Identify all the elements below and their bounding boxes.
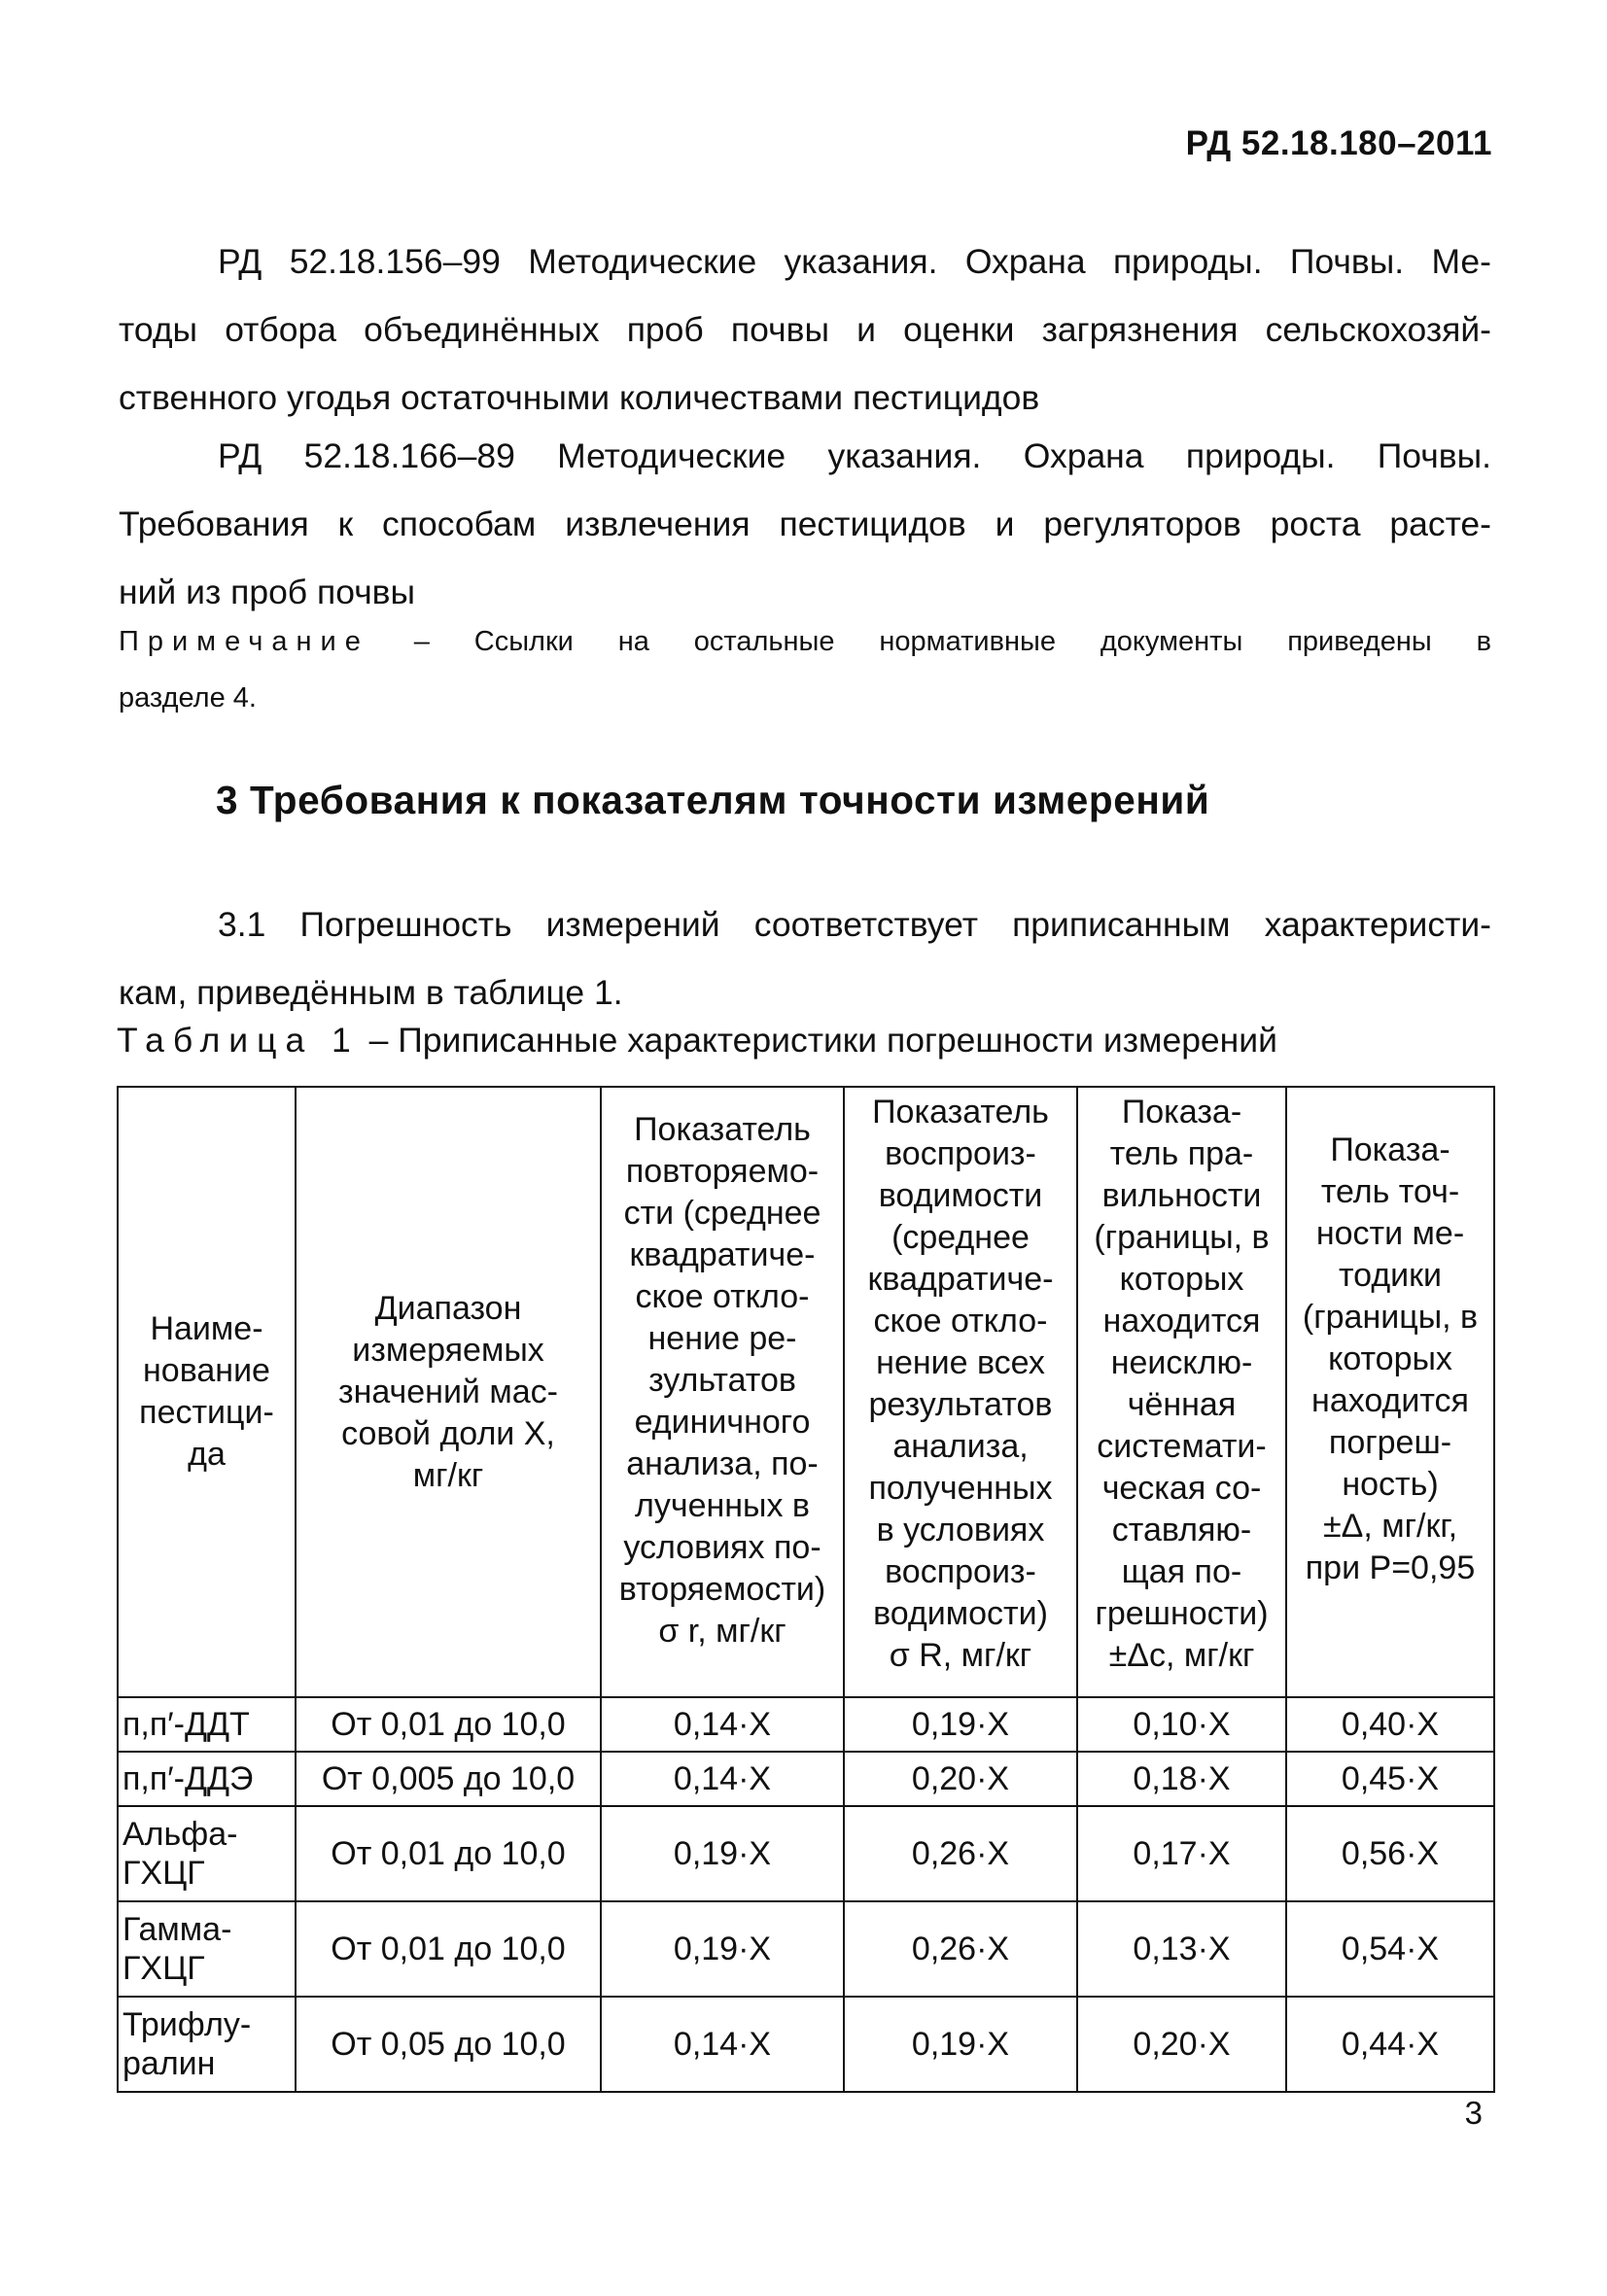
header-trueness: Показа- тель пра- вильности (границы, в которых находится неисклю- чённая системати- ческая со- ставляю- щая по- грешности) ±Δc, мг/кг: [1077, 1087, 1286, 1697]
cell-accuracy: 0,45·X: [1286, 1752, 1494, 1806]
table-header-row: [118, 1087, 1494, 1697]
cell-range: От 0,01 до 10,0: [296, 1901, 601, 1997]
cell-trueness: 0,17·X: [1077, 1806, 1286, 1901]
accuracy-table: [117, 1086, 1495, 2093]
cell-trueness: 0,10·X: [1077, 1697, 1286, 1752]
reference-rd-52-18-156: [119, 227, 1491, 432]
cell-reproducibility: 0,19·X: [844, 1997, 1077, 2092]
cell-trueness: 0,13·X: [1077, 1901, 1286, 1997]
paragraph-3-1: [119, 890, 1491, 1026]
cell-repeatability: 0,14·X: [601, 1752, 844, 1806]
header-pesticide-name: Наиме- нование пестици- да: [118, 1087, 296, 1697]
cell-accuracy: 0,54·X: [1286, 1901, 1494, 1997]
cell-accuracy: 0,40·X: [1286, 1697, 1494, 1752]
cell-pesticide-name: Альфа- ГХЦГ: [118, 1806, 296, 1901]
note-text: – Ссылки на остальные нормативные документы приведены в: [368, 626, 1491, 657]
header-range: Диапазон измеряемых значений мас- совой доли X, мг/кг: [296, 1087, 601, 1697]
cell-range: От 0,05 до 10,0: [296, 1997, 601, 2092]
paragraph-line: кам, приведённым в таблице 1.: [119, 973, 623, 1012]
table-row: [118, 1697, 1494, 1752]
section-heading: 3 Требования к показателям точности измерений: [216, 778, 1210, 822]
table-caption-text: – Приписанные характеристики погрешности измерений: [359, 1021, 1277, 1060]
cell-accuracy: 0,44·X: [1286, 1997, 1494, 2092]
reference-line: тоды отбора объединённых проб почвы и оценки загрязнения сельскохозяй-: [119, 310, 1491, 349]
cell-pesticide-name: п,п′-ДДЭ: [118, 1752, 296, 1806]
table-row: [118, 1806, 1494, 1901]
table-row: [118, 1997, 1494, 2092]
table-body: [118, 1697, 1494, 2092]
note-label: Примечание: [119, 626, 369, 657]
cell-repeatability: 0,14·X: [601, 1997, 844, 2092]
note: [119, 613, 1491, 726]
reference-line: ний из проб почвы: [119, 573, 416, 611]
cell-reproducibility: 0,26·X: [844, 1806, 1077, 1901]
paragraph-line: 3.1 Погрешность измерений соответствует приписанным характеристи-: [218, 905, 1491, 944]
cell-reproducibility: 0,19·X: [844, 1697, 1077, 1752]
table-caption: [117, 1021, 1277, 1061]
table-row: [118, 1752, 1494, 1806]
cell-pesticide-name: п,п′-ДДТ: [118, 1697, 296, 1752]
reference-line: РД 52.18.166–89 Методические указания. Охрана природы. Почвы.: [218, 436, 1491, 475]
cell-range: От 0,01 до 10,0: [296, 1697, 601, 1752]
cell-range: От 0,01 до 10,0: [296, 1806, 601, 1901]
cell-trueness: 0,18·X: [1077, 1752, 1286, 1806]
table-caption-label: Таблица 1: [117, 1021, 360, 1060]
cell-pesticide-name: Трифлу- ралин: [118, 1997, 296, 2092]
reference-line: РД 52.18.156–99 Методические указания. Охрана природы. Почвы. Ме-: [218, 242, 1491, 281]
note-text-continued: разделе 4.: [119, 682, 257, 713]
cell-trueness: 0,20·X: [1077, 1997, 1286, 2092]
cell-pesticide-name: Гамма- ГХЦГ: [118, 1901, 296, 1997]
page-number: 3: [1464, 2095, 1483, 2131]
header-accuracy: Показа- тель точ- ности ме- тодики (границы, в которых находится погреш- ность) ±Δ, мг/кг, при P=0,95: [1286, 1087, 1494, 1697]
cell-reproducibility: 0,20·X: [844, 1752, 1077, 1806]
cell-repeatability: 0,19·X: [601, 1901, 844, 1997]
cell-range: От 0,005 до 10,0: [296, 1752, 601, 1806]
document-code: РД 52.18.180–2011: [1185, 124, 1492, 162]
cell-repeatability: 0,19·X: [601, 1806, 844, 1901]
cell-reproducibility: 0,26·X: [844, 1901, 1077, 1997]
cell-accuracy: 0,56·X: [1286, 1806, 1494, 1901]
cell-repeatability: 0,14·X: [601, 1697, 844, 1752]
reference-line: Требования к способам извлечения пестицидов и регуляторов роста расте-: [119, 504, 1491, 543]
header-reproducibility: Показатель воспроиз- водимости (среднее квадратиче- ское откло- нение всех результатов анализа, полученных в условиях воспроиз- водимости) σ R, мг/кг: [844, 1087, 1077, 1697]
reference-rd-52-18-166: [119, 422, 1491, 626]
header-repeatability: Показатель повторяемо- сти (среднее квадратиче- ское откло- нение ре- зультатов единичного анализа, по- лученных в условиях по- вторяемости) σ r, мг/кг: [601, 1087, 844, 1697]
table-row: [118, 1901, 1494, 1997]
reference-line: ственного угодья остаточными количествами пестицидов: [119, 378, 1040, 417]
